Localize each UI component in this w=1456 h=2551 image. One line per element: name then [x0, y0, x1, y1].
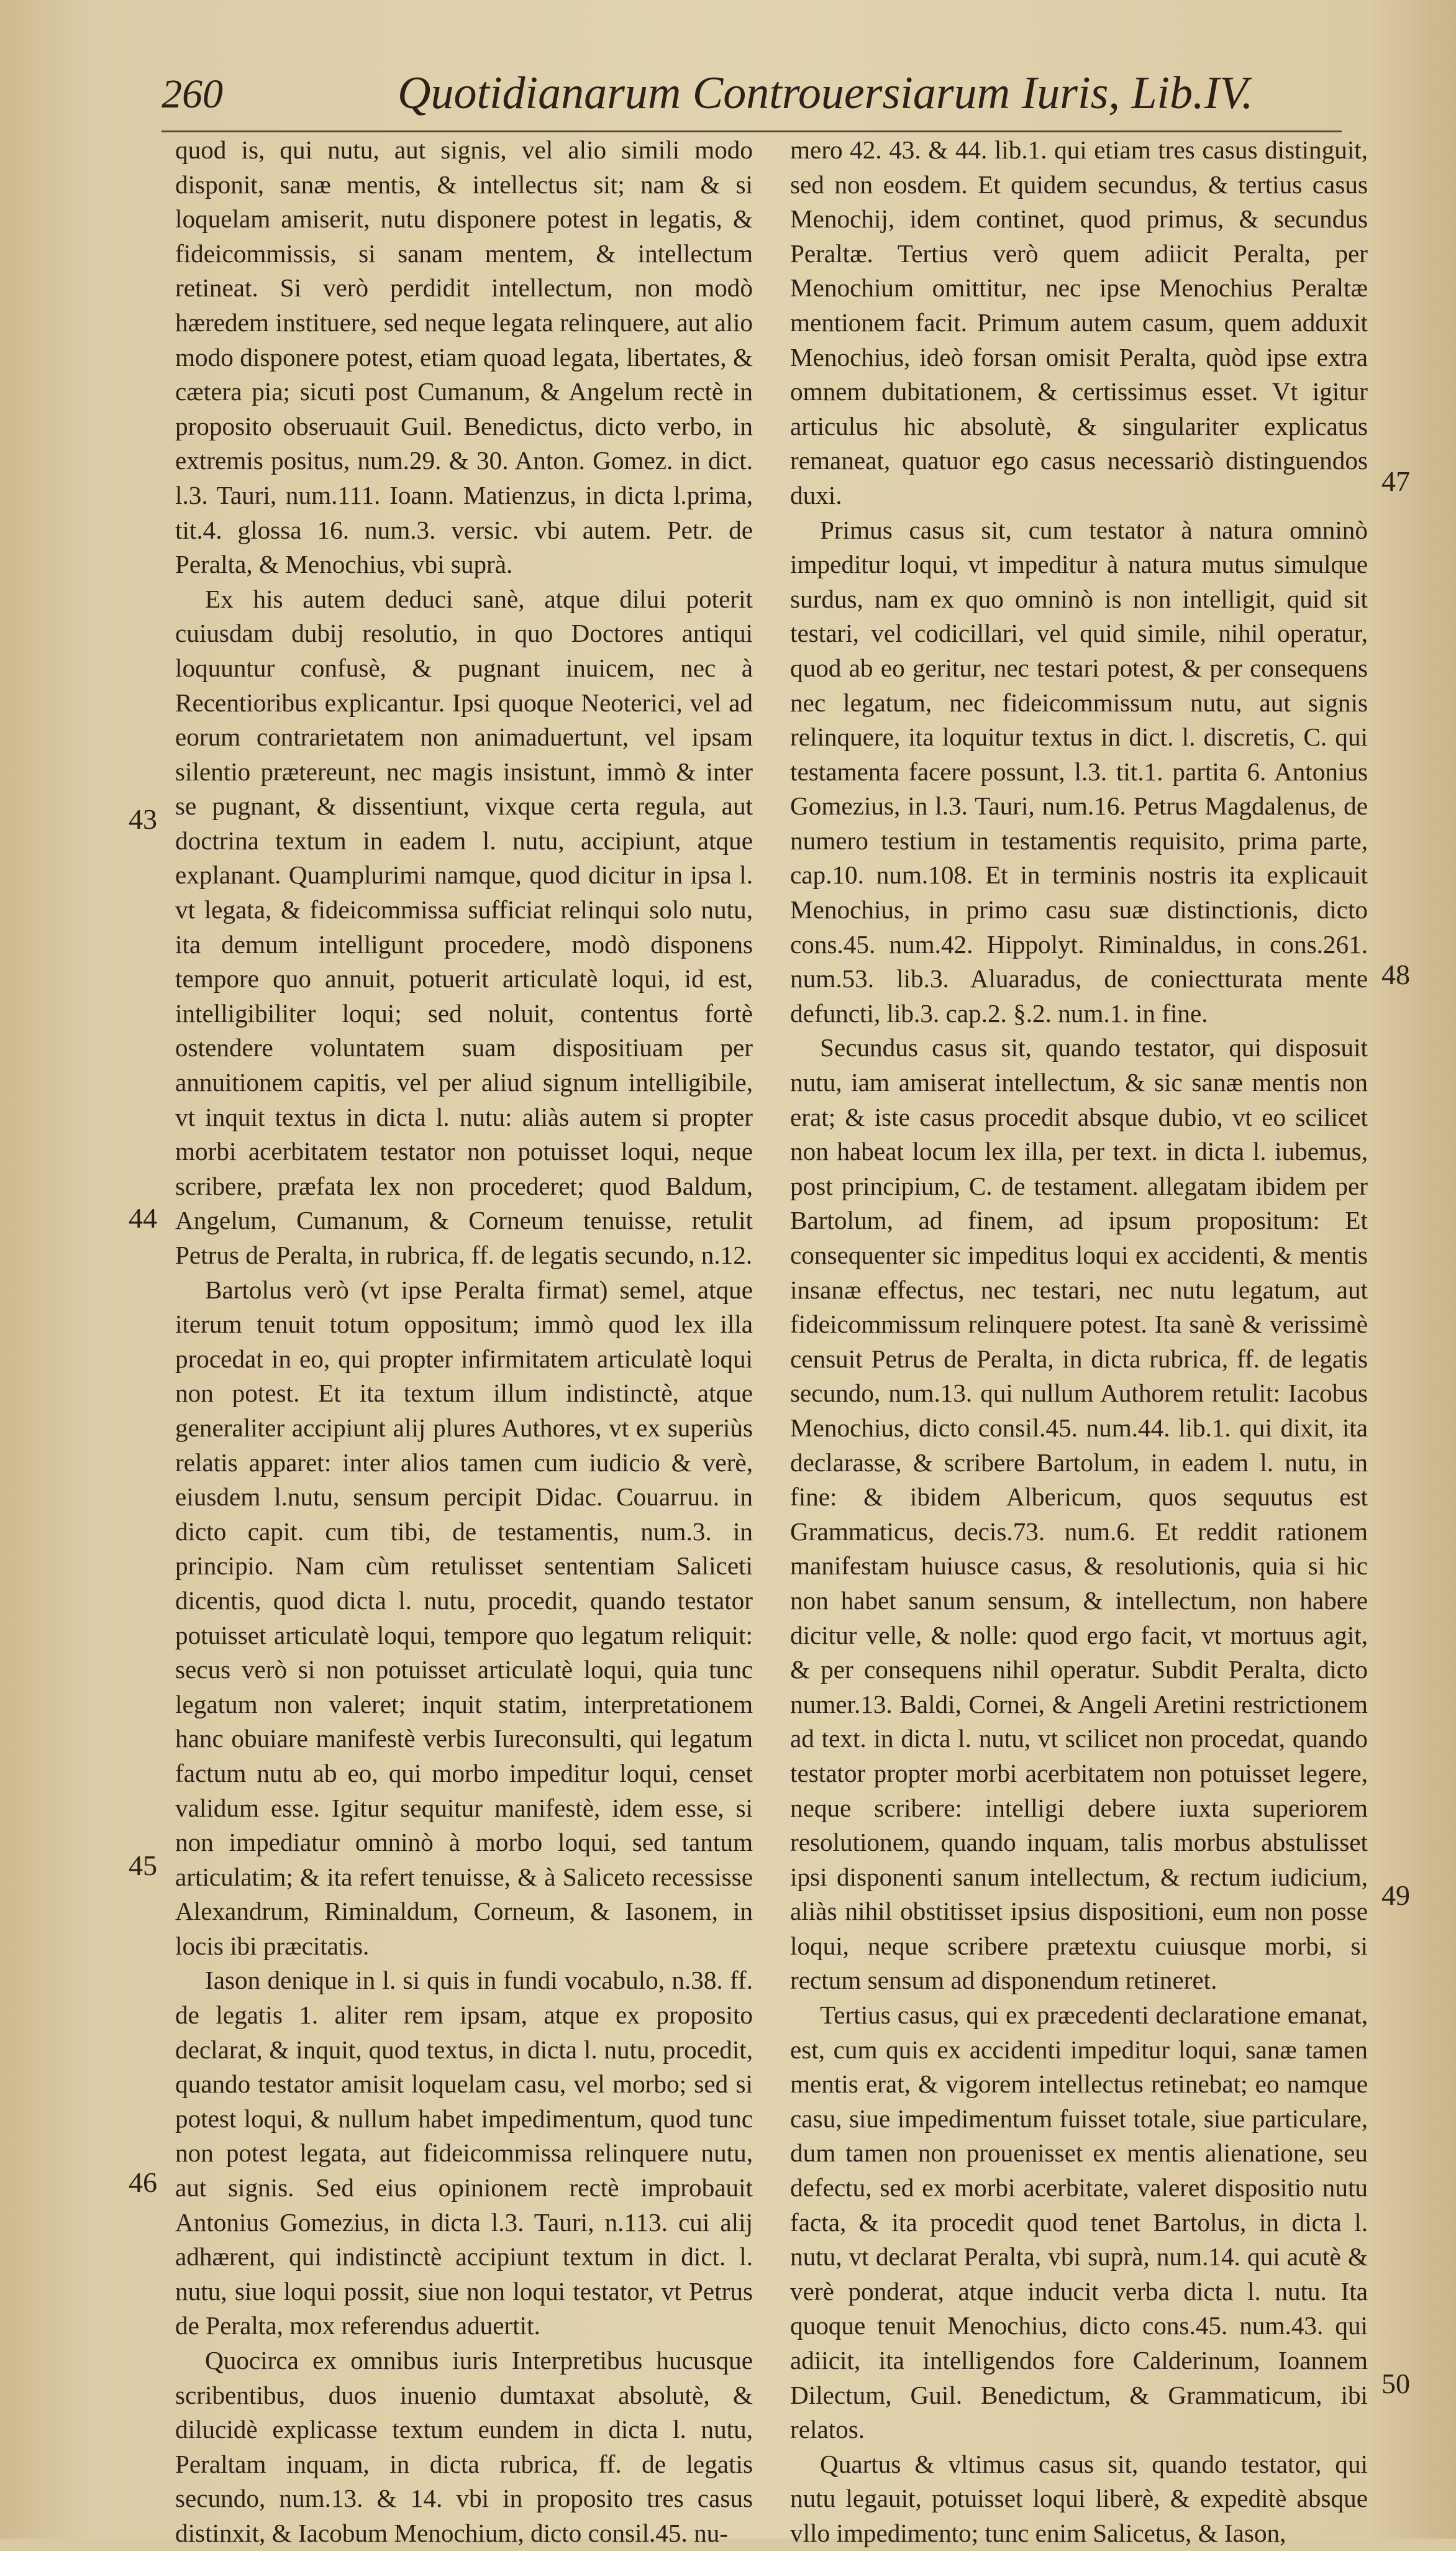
margin-number: 44	[129, 1202, 157, 1234]
margin-number: 46	[129, 2166, 157, 2198]
paragraph: Quartus & vltimus casus sit, quando testator, qui nutu legauit, potuisset loqui liberè, & expeditè absque vllo impedimento; tunc enim Salicetus, & Iason,	[790, 2449, 1368, 2547]
paragraph: Bartolus verò (vt ipse Peralta firmat) semel, atque iterum tenuit totum oppositum; immò quod lex illa procedat in eo, qui propter infirmitatem articulatè loqui non potest. Et ita textum illum indistinctè, atque generaliter accipiunt alij plures Authores, vt ex superiùs relatis apparet: inter alios tamen cum iudicio & verè, eiusdem l.nutu, sensum percipit Didac. Couarruu. in dicto capit. cum tibi, de testamentis, num.3. in principio. Nam cùm retulisset sententiam Saliceti dicentis, quod dicta l. nutu, procedit, quando testator potuisset articulatè loqui, tempore quo legatum reliquit: secus verò si non potuisset articulatè loqui, quia tunc legatum non valeret; inquit statim, interpretationem hanc obuiare manifestè verbis Iureconsulti, qui legatum factum nutu ab eo, qui morbo impeditur loqui, censet validum esse. Igitur sequitur manifestè, idem esse, si non impediatur omninò à morbo loqui, sed tantum articulatim; & ita refert tenuisse, & à Saliceto recessisse Alexandrum, Riminaldum, Corneum, & Iasonem, in locis ibi præcitatis.	[175, 1275, 753, 1960]
paragraph: Tertius casus, qui ex præcedenti declaratione emanat, est, cum quis ex accidenti impeditur loqui, sanæ tamen mentis erat, & vigorem intellectus retinebat; eo namque casu, siue impedimentum fuisset totale, siue particulare, dum tamen non prouenisset ex mentis alienatione, seu defectu, sed ex morbi acerbitate, valeret dispositio nutu facta, & ita procedit quod tenet Bartolus, in dicta l. nutu, vt declarat Peralta, vbi suprà, num.14. qui acutè & verè ponderat, atque inducit verba dicta l. nutu. Ita quoque tenuit Menochius, dicto cons.45. num.43. qui adiicit, ita intelligendos fore Calderinum, Ioannem Dilectum, Guil. Benedictum, & Grammaticum, ibi relatos.	[790, 2001, 1368, 2444]
margin-number: 48	[1381, 959, 1410, 990]
margin-number: 45	[129, 1850, 157, 1881]
page-header	[162, 62, 1342, 132]
right-column	[790, 133, 1368, 2547]
page-number: 260	[162, 71, 223, 117]
margin-number: 50	[1381, 2368, 1410, 2399]
running-title: Quotidianarum Controuersiarum Iuris, Lib.IV.	[398, 68, 1254, 119]
paragraph: Primus casus sit, cum testator à natura omninò impeditur loqui, vt impeditur à natura mutus simulque surdus, nam ex quo omninò is non intelligit, quid sit testari, vel codicillari, vel quid simile, nihil operatur, quod ab eo geritur, nec testari potest, & per consequens nec legatum, nec fideicommissum nutu, aut signis relinquere, ita loquitur textus in dict. l. discretis, C. qui testamenta facere possunt, l.3. tit.1. partita 6. Antonius Gomezius, in l.3. Tauri, num.16. Petrus Magdalenus, de numero testium in testamentis requisito, prima parte, cap.10. num.108. Et in terminis nostris ita explicauit Menochius, in primo casu suæ distinctionis, dicto cons.45. num.42. Hippolyt. Riminaldus, in cons.261. num.53. lib.3. Aluaradus, de coniectturata mente defuncti, lib.3. cap.2. §.2. num.1. in fine.	[790, 515, 1368, 1028]
paragraph: mero 42. 43. & 44. lib.1. qui etiam tres casus distinguit, sed non eosdem. Et quidem secundus, & tertius casus Menochij, idem continet, quod primus, & secundus Peraltæ. Tertius verò quem adiicit Peralta, per Menochium omittitur, nec ipse Menochius Peraltæ mentionem facit. Primum autem casum, quem adduxit Menochius, ideò forsan omisit Peralta, quòd ipse extra omnem dubitationem, & certissimus esset. Vt igitur articulus hic absolutè, & singulariter explicatus remaneat, quatuor ego casus necessariò distinguendos duxi.	[790, 135, 1368, 509]
left-column	[175, 133, 753, 2547]
paragraph: Secundus casus sit, quando testator, qui disposuit nutu, iam amiserat intellectum, & sic sanæ mentis non erat; & iste casus procedit absque dubio, vt eo scilicet non habeat locum lex illa, per text. in dicta l. iubemus, post principium, C. de testament. allegatam ibidem per Bartolum, ad finem, ad ipsum propositum: Et consequenter sic impeditus loqui ex accidenti, & mentis insanæ effectus, nec testari, nec nutu legatum, aut fideicommissum relinquere potest. Ita sanè & verissimè censuit Petrus de Peralta, in dicta rubrica, ff. de legatis secundo, num.13. qui nullum Authorem retulit: Iacobus Menochius, dicto consil.45. num.44. lib.1. qui dixit, ita declarasse, & scribere Bartolum, in eadem l. nutu, in fine: & ibidem Albericum, quos sequutus est Grammaticus, decis.73. num.6. Et reddit rationem manifestam huiusce casus, & resolutionis, quia si hic non habet sanum sensum, & intellectum, non habere dicitur velle, & nolle: quod ergo facit, vt mortuus agit, & per consequens nihil operatur. Subdit Peralta, dicto numer.13. Baldi, Cornei, & Angeli Aretini restrictionem ad text. in dicta l. nutu, vt scilicet non procedat, quando testator propter morbi acerbitatem non potuisset legere, neque scribere: intelligi debere iuxta superiorem resolutionem, quando inquam, talis morbus abstulisset ipsi disponenti sanum intellectum, & rectum iudicium, aliàs nihil obstitisset ipsius dispositioni, eum non posse loqui, neque scribere prætextu cuiusque morbi, si rectum sensum ad disponendum retineret.	[790, 1033, 1368, 1995]
paragraph: quod is, qui nutu, aut signis, vel alio simili modo disponit, sanæ mentis, & intellectus sit; nam & si loquelam amiserit, nutu disponere potest in legatis, & fideicommissis, si sanam mentem, & intellectum retineat. Si verò perdidit intellectum, non modò hæredem instituere, sed neque legata relinquere, aut alio modo disponere potest, etiam quoad legata, libertates, & cætera pia; sicuti post Cumanum, & Angelum rectè in proposito obseruauit Guil. Benedictus, dicto verbo, in extremis positus, num.29. & 30. Anton. Gomez. in dict. l.3. Tauri, num.111. Ioann. Matienzus, in dicta l.prima, tit.4. glossa 16. num.3. versic. vbi autem. Petr. de Peralta, & Menochius, vbi suprà.	[175, 135, 753, 579]
margin-number: 43	[129, 803, 157, 835]
paragraph: Iason denique in l. si quis in fundi vocabulo, n.38. ff. de legatis 1. aliter rem ipsam, atque ex proposito declarat, & inquit, quod textus, in dicta l. nutu, procedit, quando testator amisit loquelam casu, vel morbo; sed si potest loqui, & nullum habet impedimentum, quod tunc non potest legata, aut fideicommissa relinquere nutu, aut signis. Sed eius opinionem rectè improbauit Antonius Gomezius, in dicta l.3. Tauri, n.113. cui alij adhærent, qui indistinctè accipiunt textum in dict. l. nutu, siue loqui possit, siue non loqui testator, vt Petrus de Peralta, mox referendus aduertit.	[175, 1966, 753, 2340]
paragraph: Quocirca ex omnibus iuris Interpretibus hucusque scribentibus, duos inuenio dumtaxat absolutè, & dilucidè explicasse textum eundem in dicta l. nutu, Peraltam inquam, in dicta rubrica, ff. de legatis secundo, num.13. & 14. vbi in proposito tres casus distinxit, & Iacobum Menochium, dicto consil.45. nu-	[175, 2346, 753, 2547]
margin-number: 47	[1381, 465, 1410, 497]
margin-number: 49	[1381, 1879, 1410, 1911]
paragraph: Ex his autem deduci sanè, atque dilui poterit cuiusdam dubij resolutio, in quo Doctores antiqui loquuntur confusè, & pugnant inuicem, nec à Recentioribus explicantur. Ipsi quoque Neoterici, vel ad eorum contrarietatem non animaduertunt, vel ipsam silentio prætereunt, nec magis insistunt, immò & inter se pugnant, & dissentiunt, vixque certa regula, aut doctrina textum in eadem l. nutu, accipiunt, atque explanant. Quamplurimi namque, quod dicitur in ipsa l. vt legata, & fideicommissa sufficiat relinqui solo nutu, ita demum intelligunt procedere, modò disponens tempore quo annuit, potuerit articulatè loqui, id est, intelligibiliter loqui; sed noluit, contentus fortè ostendere voluntatem suam dispositiuam per annuitionem capitis, vel per aliud signum intelligibile, vt inquit textus in dicta l. nutu: aliàs autem si propter morbi acerbitatem testator non potuisset loqui, neque scribere, præfata lex non procederet; quod Baldum, Angelum, Cumanum, & Corneum tenuisse, retulit Petrus de Peralta, in rubrica, ff. de legatis secundo, n.12.	[175, 584, 753, 1269]
